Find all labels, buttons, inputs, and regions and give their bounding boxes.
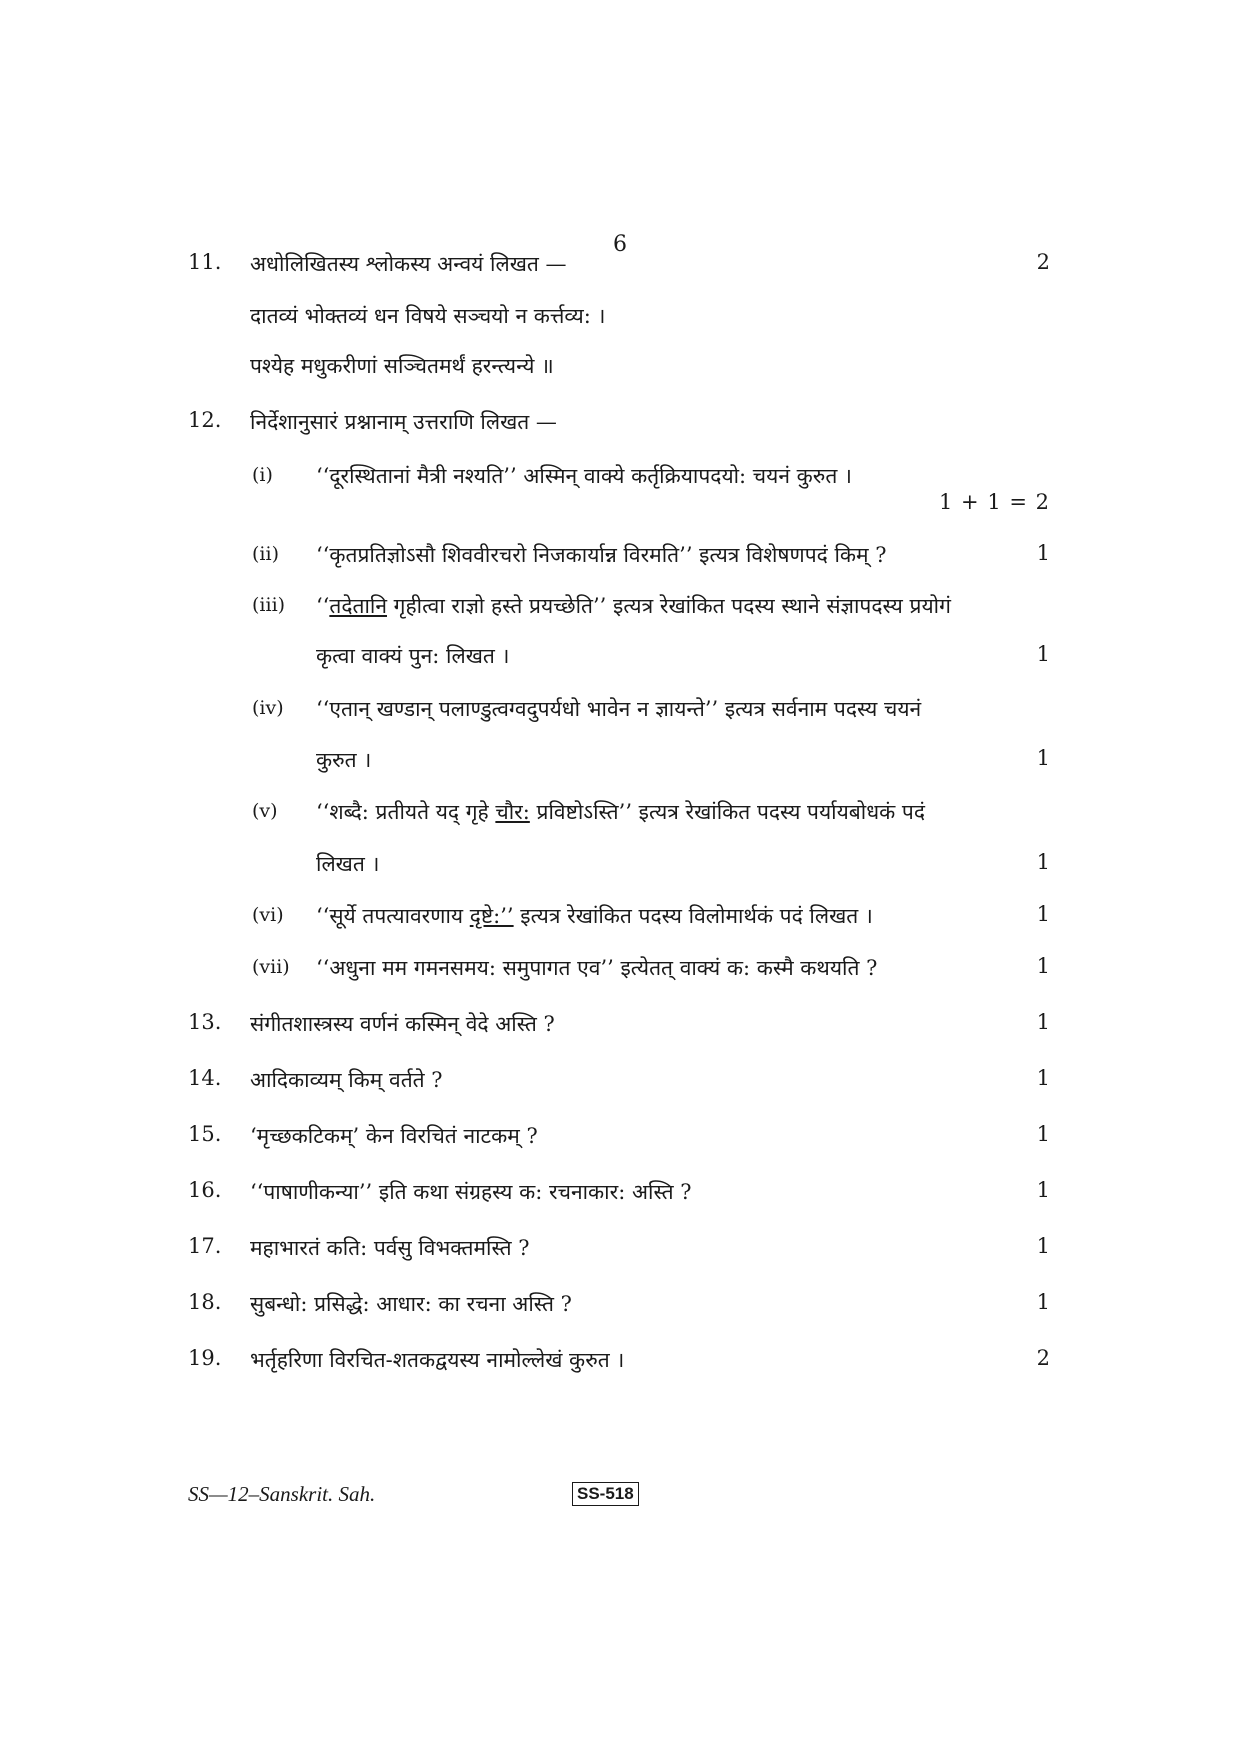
question-number: 18. [188, 1290, 222, 1314]
sub-question-marks: 1 [1036, 541, 1050, 565]
question-text: संगीतशास्त्रस्य वर्णनं कस्मिन् वेदे अस्ति ? [250, 1012, 555, 1036]
sub-question-marks: 1 [1036, 746, 1050, 770]
verse-line [0, 302, 1240, 336]
question-19 [0, 1346, 1240, 1380]
sub-question-text [316, 798, 925, 826]
question-14 [0, 1066, 1240, 1100]
footer-paper-code: SS-518 [572, 1482, 639, 1506]
sub-question-text: ‘‘एतान् खण्डान् पलाण्डुत्वग्वदुपर्यधो भावेन न ज्ञायन्ते’’ इत्यत्र सर्वनाम पदस्य चयनं [316, 697, 922, 721]
sub-question-label: (v) [252, 800, 278, 822]
sub-question-text [316, 902, 873, 930]
sub-question-vii [0, 954, 1240, 988]
sub-question-marks: 1 [1036, 902, 1050, 926]
question-text: निर्देशानुसारं प्रश्नानाम् उत्तराणि लिखत — [250, 410, 557, 434]
text-start: ‘‘सूर्ये तपत्यावरणाय [316, 904, 470, 928]
question-marks: 2 [1036, 1346, 1050, 1370]
question-marks: 1 [1036, 1066, 1050, 1090]
question-number: 19. [188, 1346, 222, 1370]
sub-question-iii [0, 592, 1240, 626]
question-number: 14. [188, 1066, 222, 1090]
question-number: 17. [188, 1234, 222, 1258]
page-number: 6 [613, 232, 627, 257]
question-16 [0, 1178, 1240, 1212]
question-marks: 1 [1036, 1010, 1050, 1034]
sub-question-marks-row [0, 490, 1240, 524]
question-text: ‘मृच्छकटिकम्’ केन विरचितं नाटकम् ? [250, 1124, 538, 1148]
question-18 [0, 1290, 1240, 1324]
sub-question-ii [0, 541, 1240, 575]
question-text: सुबन्धो: प्रसिद्धे: आधार: का रचना अस्ति ? [250, 1292, 572, 1316]
sub-question-vi [0, 902, 1240, 936]
sub-question-label: (iv) [252, 697, 284, 719]
underlined-word: दृष्टे:’’ [469, 904, 514, 928]
sub-question-iii-cont [0, 642, 1240, 676]
question-text: ‘‘पाषाणीकन्या’’ इति कथा संग्रहस्य क: रचनाकार: अस्ति ? [250, 1180, 692, 1204]
sub-question-text: ‘‘अधुना मम गमनसमय: समुपागत एव’’ इत्येतत् वाक्यं क: कस्मै कथयति ? [316, 956, 878, 980]
sub-question-label: (ii) [252, 543, 279, 565]
question-marks: 1 [1036, 1122, 1050, 1146]
sub-question-marks: 1 [1036, 642, 1050, 666]
question-marks: 1 [1036, 1290, 1050, 1314]
question-marks: 1 [1036, 1234, 1050, 1258]
question-text: भर्तृहरिणा विरचित-शतकद्वयस्य नामोल्लेखं कुरुत । [250, 1348, 625, 1372]
quote-open: ‘‘ [316, 594, 330, 618]
question-number: 15. [188, 1122, 222, 1146]
footer-subject-code: SS—12–Sanskrit. Sah. [188, 1482, 376, 1506]
sub-question-text-cont: कृत्वा वाक्यं पुन: लिखत । [316, 644, 510, 668]
sub-question-text: ‘‘दूरस्थितानां मैत्री नश्यति’’ अस्मिन् वाक्ये कर्तृक्रियापदयो: चयनं कुरुत । [316, 464, 852, 488]
text-rest: गृहीत्वा राज्ञो हस्ते प्रयच्छेति’’ इत्यत्र रेखांकित पदस्य स्थाने संज्ञापदस्य प्रयोगं [386, 594, 951, 618]
text-start: ‘‘शब्दै: प्रतीयते यद् गृहे [316, 800, 496, 824]
sub-question-text-cont: लिखत । [316, 852, 380, 876]
text-rest: इत्यत्र रेखांकित पदस्य विलोमार्थकं पदं लिखत । [513, 904, 873, 928]
verse-text: पश्येह मधुकरीणां सञ्चितमर्थं हरन्त्यन्ये ॥ [250, 354, 554, 378]
question-number: 12. [188, 408, 222, 432]
question-number: 11. [188, 250, 222, 274]
question-17 [0, 1234, 1240, 1268]
sub-question-marks: 1 [1036, 850, 1050, 874]
underlined-word: चौर: [495, 800, 530, 824]
verse-text: दातव्यं भोक्तव्यं धन विषये सञ्चयो न कर्त्तव्य: । [250, 304, 606, 328]
question-text: महाभारतं कति: पर्वसु विभक्तमस्ति ? [250, 1236, 530, 1260]
sub-question-text-cont: कुरुत । [316, 748, 372, 772]
question-13 [0, 1010, 1240, 1044]
question-15 [0, 1122, 1240, 1156]
question-text: अधोलिखितस्य श्लोकस्य अन्वयं लिखत — [250, 252, 567, 276]
question-marks: 2 [1036, 250, 1050, 274]
question-text: आदिकाव्यम् किम् वर्तते ? [250, 1068, 443, 1092]
question-11 [0, 250, 1240, 284]
sub-question-v [0, 798, 1240, 832]
sub-question-label: (vii) [252, 956, 290, 978]
sub-question-marks: 1 + 1 = 2 [939, 490, 1050, 514]
verse-line [0, 352, 1240, 386]
sub-question-v-cont [0, 850, 1240, 884]
sub-question-text: ‘‘कृतप्रतिज्ञोऽसौ शिववीरचरो निजकार्यान्न विरमति’’ इत्यत्र विशेषणपदं किम् ? [316, 543, 887, 567]
question-number: 16. [188, 1178, 222, 1202]
sub-question-label: (i) [252, 464, 273, 486]
sub-question-iv-cont [0, 746, 1240, 780]
underlined-word: तदेतानि [329, 594, 387, 618]
sub-question-marks: 1 [1036, 954, 1050, 978]
sub-question-text [316, 592, 951, 620]
sub-question-iv [0, 695, 1240, 729]
sub-question-label: (iii) [252, 594, 286, 616]
question-marks: 1 [1036, 1178, 1050, 1202]
question-number: 13. [188, 1010, 222, 1034]
sub-question-label: (vi) [252, 904, 284, 926]
text-rest: प्रविष्टोऽस्ति’’ इत्यत्र रेखांकित पदस्य पर्यायबोधकं पदं [529, 800, 926, 824]
question-12 [0, 408, 1240, 442]
